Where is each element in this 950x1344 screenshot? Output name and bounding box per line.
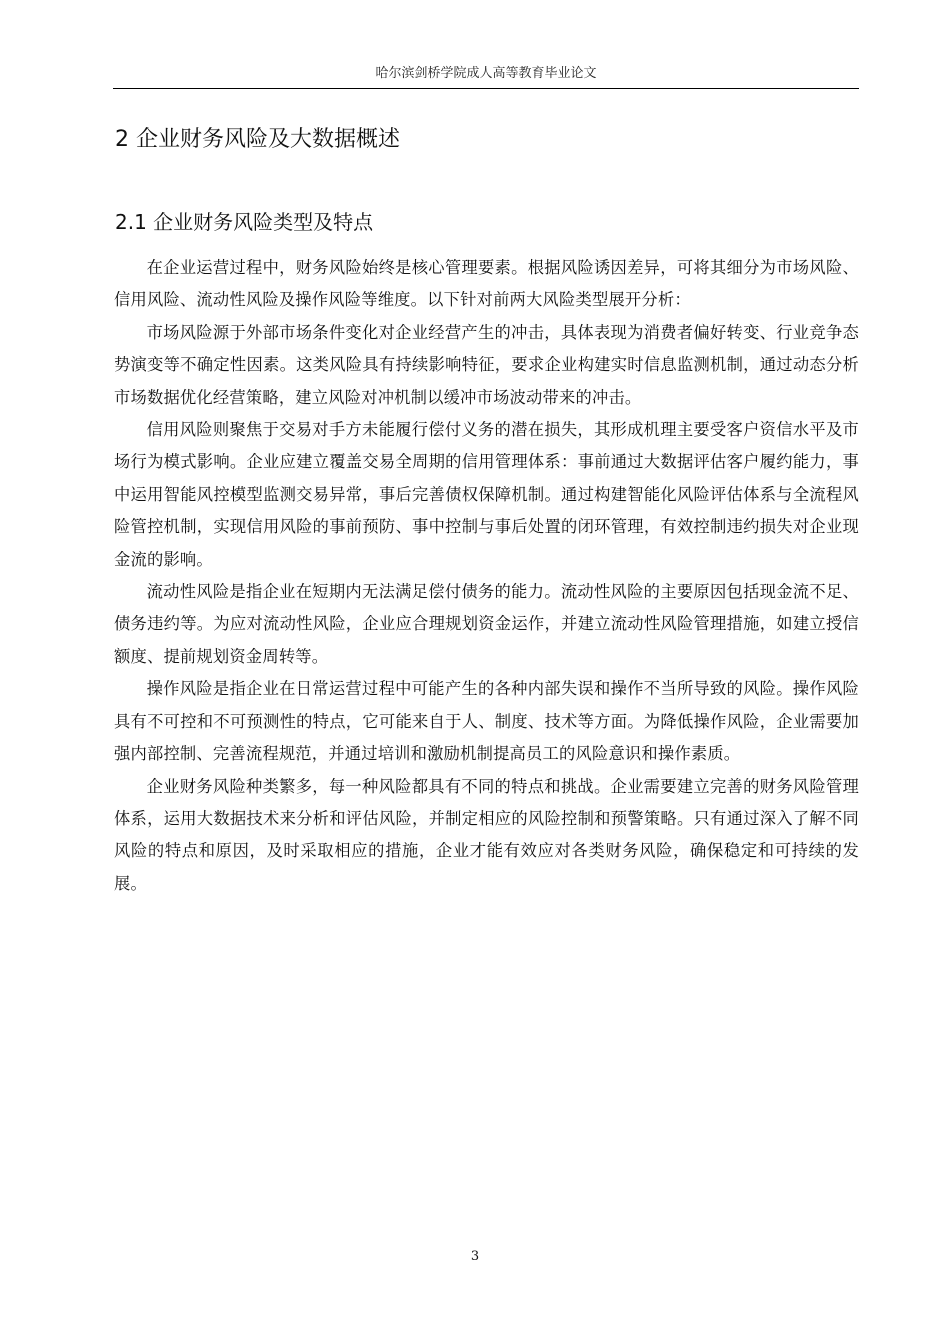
header-rule <box>113 88 859 89</box>
section-title: 2.1 企业财务风险类型及特点 <box>115 210 374 234</box>
paragraph-market-risk: 市场风险源于外部市场条件变化对企业经营产生的冲击，具体表现为消费者偏好转变、行业竞争态势演变等不确定性因素。这类风险具有持续影响特征，要求企业构建实时信息监测机制，通过动态分析市场数据优化经营策略，建立风险对冲机制以缓冲市场波动带来的冲击。 <box>114 322 859 407</box>
paragraph-credit-risk: 信用风险则聚焦于交易对手方未能履行偿付义务的潜在损失，其形成机理主要受客户资信水平及市场行为模式影响。企业应建立覆盖交易全周期的信用管理体系：事前通过大数据评估客户履约能力，事中运用智能风控模型监测交易异常，事后完善债权保障机制。通过构建智能化风险评估体系与全流程风险管控机制，实现信用风险的事前预防、事中控制与事后处置的闭环管理，有效控制违约损失对企业现金流的影响。 <box>114 420 859 569</box>
paragraph-operational-risk: 操作风险是指企业在日常运营过程中可能产生的各种内部失误和操作不当所导致的风险。操作风险具有不可控和不可预测性的特点，它可能来自于人、制度、技术等方面。为降低操作风险，企业需要加强内部控制、完善流程规范，并通过培训和激励机制提高员工的风险意识和操作素质。 <box>114 679 859 764</box>
page-number: 3 <box>470 1249 480 1264</box>
running-header: 哈尔滨剑桥学院成人高等教育毕业论文 <box>375 66 597 81</box>
paragraph-intro: 在企业运营过程中，财务风险始终是核心管理要素。根据风险诱因差异，可将其细分为市场风险、信用风险、流动性风险及操作风险等维度。以下针对前两大风险类型展开分析： <box>114 258 859 310</box>
paragraph-liquidity-risk: 流动性风险是指企业在短期内无法满足偿付债务的能力。流动性风险的主要原因包括现金流不足、债务违约等。为应对流动性风险，企业应合理规划资金运作，并建立流动性风险管理措施，如建立授信额度、提前规划资金周转等。 <box>114 582 859 666</box>
paragraph-summary: 企业财务风险种类繁多，每一种风险都具有不同的特点和挑战。企业需要建立完善的财务风险管理体系，运用大数据技术来分析和评估风险，并制定相应的风险控制和预警策略。只有通过深入了解不同风险的特点和原因，及时采取相应的措施，企业才能有效应对各类财务风险，确保稳定和可持续的发展。 <box>114 776 859 893</box>
body-text <box>114 252 859 900</box>
chapter-title: 2 企业财务风险及大数据概述 <box>115 127 400 152</box>
